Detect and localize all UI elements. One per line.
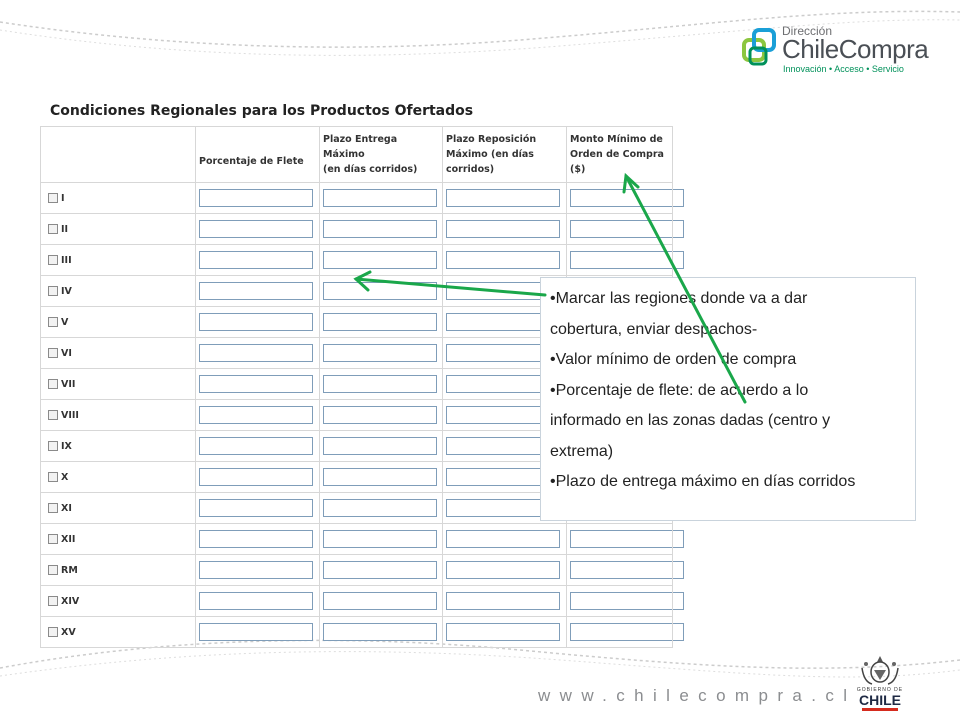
callout-line: informado en las zonas dadas (centro y [550, 412, 831, 429]
input-cell [196, 617, 320, 648]
callout-line: •Marcar las regiones donde va a dar [550, 290, 808, 307]
max-replenishment-input[interactable] [446, 561, 560, 579]
freight-percentage-input[interactable] [199, 251, 313, 269]
max-replenishment-input[interactable] [446, 220, 560, 238]
input-cell [567, 214, 673, 245]
table-row [41, 617, 673, 648]
table-row [41, 586, 673, 617]
input-cell [567, 555, 673, 586]
region-checkbox[interactable] [48, 565, 58, 575]
input-cell [196, 555, 320, 586]
region-checkbox[interactable] [48, 503, 58, 513]
header-min-order-amount: Monto Mínimo de Orden de Compra ($) [567, 127, 673, 183]
callout-line: extrema) [550, 442, 614, 460]
min-order-amount-input[interactable] [570, 220, 684, 238]
freight-percentage-input[interactable] [199, 623, 313, 641]
min-order-amount-input[interactable] [570, 623, 684, 641]
table-row [41, 214, 673, 245]
region-label: III [61, 254, 72, 266]
input-cell [443, 245, 567, 276]
region-label: X [61, 471, 69, 483]
region-cell [41, 555, 196, 586]
max-delivery-input[interactable] [323, 623, 437, 641]
input-cell [196, 524, 320, 555]
min-order-amount-input[interactable] [570, 189, 684, 207]
region-checkbox[interactable] [48, 379, 58, 389]
input-cell [320, 276, 443, 307]
input-cell [196, 214, 320, 245]
logo-name: ChileCompra [782, 34, 929, 64]
callout-line: cobertura, enviar despachos- [550, 320, 758, 338]
region-checkbox[interactable] [48, 286, 58, 296]
callout-line: •Valor mínimo de orden de compra [550, 351, 797, 368]
crest-flag-bar [862, 708, 898, 711]
header-max-delivery-term: Plazo Entrega Máximo (en días corridos) [320, 127, 443, 183]
freight-percentage-input[interactable] [199, 220, 313, 238]
input-cell [567, 586, 673, 617]
input-cell [567, 245, 673, 276]
max-delivery-input[interactable] [323, 189, 437, 207]
crest-small-text: GOBIERNO DE [856, 687, 904, 693]
region-label: IX [61, 440, 72, 452]
max-delivery-input[interactable] [323, 592, 437, 610]
header-region [41, 127, 196, 183]
max-delivery-input[interactable] [323, 530, 437, 548]
input-cell [567, 617, 673, 648]
max-delivery-input[interactable] [323, 313, 437, 331]
region-checkbox[interactable] [48, 317, 58, 327]
logo-tagline: Innovación • Acceso • Servicio [783, 64, 904, 74]
table-row [41, 245, 673, 276]
region-label: XII [61, 533, 76, 545]
max-replenishment-input[interactable] [446, 530, 560, 548]
input-cell [320, 617, 443, 648]
logo-overline: Dirección [782, 24, 833, 38]
region-checkbox[interactable] [48, 472, 58, 482]
region-cell [41, 400, 196, 431]
header-freight-percentage: Porcentaje de Flete [196, 127, 320, 183]
freight-percentage-input[interactable] [199, 406, 313, 424]
input-cell [567, 524, 673, 555]
region-cell [41, 276, 196, 307]
freight-percentage-input[interactable] [199, 344, 313, 362]
region-label: V [61, 316, 69, 328]
max-delivery-input[interactable] [323, 561, 437, 579]
region-label: XIV [61, 595, 80, 607]
table-row [41, 524, 673, 555]
input-cell [196, 276, 320, 307]
input-cell [196, 586, 320, 617]
region-label: VI [61, 347, 72, 359]
region-cell [41, 245, 196, 276]
region-cell [41, 493, 196, 524]
region-cell [41, 617, 196, 648]
table-row [41, 555, 673, 586]
max-delivery-input[interactable] [323, 282, 437, 300]
coat-of-arms-icon [852, 654, 908, 688]
input-cell [196, 462, 320, 493]
callout-line: •Plazo de entrega máximo en días corridos [550, 473, 856, 490]
input-cell [320, 555, 443, 586]
input-cell [443, 214, 567, 245]
region-cell [41, 183, 196, 214]
input-cell [320, 586, 443, 617]
freight-percentage-input[interactable] [199, 282, 313, 300]
input-cell [320, 245, 443, 276]
region-checkbox[interactable] [48, 255, 58, 265]
freight-percentage-input[interactable] [199, 189, 313, 207]
region-cell [41, 214, 196, 245]
region-cell [41, 462, 196, 493]
input-cell [320, 493, 443, 524]
max-delivery-input[interactable] [323, 437, 437, 455]
input-cell [443, 555, 567, 586]
input-cell [196, 493, 320, 524]
header-max-replenishment-term: Plazo Reposición Máximo (en días corridos) [443, 127, 567, 183]
region-cell [41, 369, 196, 400]
region-cell [41, 338, 196, 369]
region-checkbox[interactable] [48, 596, 58, 606]
input-cell [320, 462, 443, 493]
region-label: RM [61, 564, 78, 576]
region-label: II [61, 223, 69, 235]
table-row [41, 183, 673, 214]
region-cell [41, 307, 196, 338]
region-label: VIII [61, 409, 79, 421]
crest-country: CHILE [859, 692, 901, 708]
input-cell [443, 617, 567, 648]
max-delivery-input[interactable] [323, 251, 437, 269]
logo-squares-icon [740, 26, 780, 78]
input-cell [320, 524, 443, 555]
region-checkbox[interactable] [48, 534, 58, 544]
freight-percentage-input[interactable] [199, 499, 313, 517]
max-replenishment-input[interactable] [446, 251, 560, 269]
freight-percentage-input[interactable] [199, 313, 313, 331]
region-label: VII [61, 378, 76, 390]
callout-line: •Porcentaje de flete: de acuerdo a lo [550, 381, 809, 399]
min-order-amount-input[interactable] [570, 251, 684, 269]
region-checkbox[interactable] [48, 224, 58, 234]
input-cell [320, 400, 443, 431]
input-cell [196, 400, 320, 431]
max-delivery-input[interactable] [323, 375, 437, 393]
region-label: IV [61, 285, 72, 297]
input-cell [320, 307, 443, 338]
freight-percentage-input[interactable] [199, 375, 313, 393]
chilecompra-logo [740, 22, 930, 82]
freight-percentage-input[interactable] [199, 468, 313, 486]
input-cell [443, 524, 567, 555]
input-cell [320, 369, 443, 400]
region-checkbox[interactable] [48, 348, 58, 358]
input-cell [320, 431, 443, 462]
input-cell [196, 369, 320, 400]
max-replenishment-input[interactable] [446, 592, 560, 610]
instructions-callout [540, 277, 916, 521]
region-cell [41, 431, 196, 462]
region-cell [41, 524, 196, 555]
government-crest [852, 654, 908, 716]
freight-percentage-input[interactable] [199, 530, 313, 548]
region-checkbox[interactable] [48, 193, 58, 203]
region-label: XI [61, 502, 72, 514]
region-label: I [61, 192, 65, 204]
max-replenishment-input[interactable] [446, 189, 560, 207]
input-cell [567, 183, 673, 214]
max-delivery-input[interactable] [323, 220, 437, 238]
min-order-amount-input[interactable] [570, 592, 684, 610]
region-checkbox[interactable] [48, 627, 58, 637]
freight-percentage-input[interactable] [199, 437, 313, 455]
input-cell [196, 245, 320, 276]
table-header-row [41, 127, 673, 183]
freight-percentage-input[interactable] [199, 561, 313, 579]
max-replenishment-input[interactable] [446, 623, 560, 641]
freight-percentage-input[interactable] [199, 592, 313, 610]
input-cell [196, 338, 320, 369]
input-cell [443, 183, 567, 214]
min-order-amount-input[interactable] [570, 530, 684, 548]
input-cell [320, 183, 443, 214]
input-cell [196, 183, 320, 214]
region-checkbox[interactable] [48, 441, 58, 451]
input-cell [320, 338, 443, 369]
input-cell [196, 307, 320, 338]
region-label: XV [61, 626, 76, 638]
max-delivery-input[interactable] [323, 406, 437, 424]
max-delivery-input[interactable] [323, 468, 437, 486]
region-checkbox[interactable] [48, 410, 58, 420]
input-cell [443, 586, 567, 617]
max-delivery-input[interactable] [323, 344, 437, 362]
min-order-amount-input[interactable] [570, 561, 684, 579]
form-title: Condiciones Regionales para los Productos Ofertados [50, 103, 474, 119]
input-cell [196, 431, 320, 462]
footer-url[interactable]: www.chilecompra.cl [538, 686, 857, 705]
input-cell [320, 214, 443, 245]
max-delivery-input[interactable] [323, 499, 437, 517]
region-cell [41, 586, 196, 617]
